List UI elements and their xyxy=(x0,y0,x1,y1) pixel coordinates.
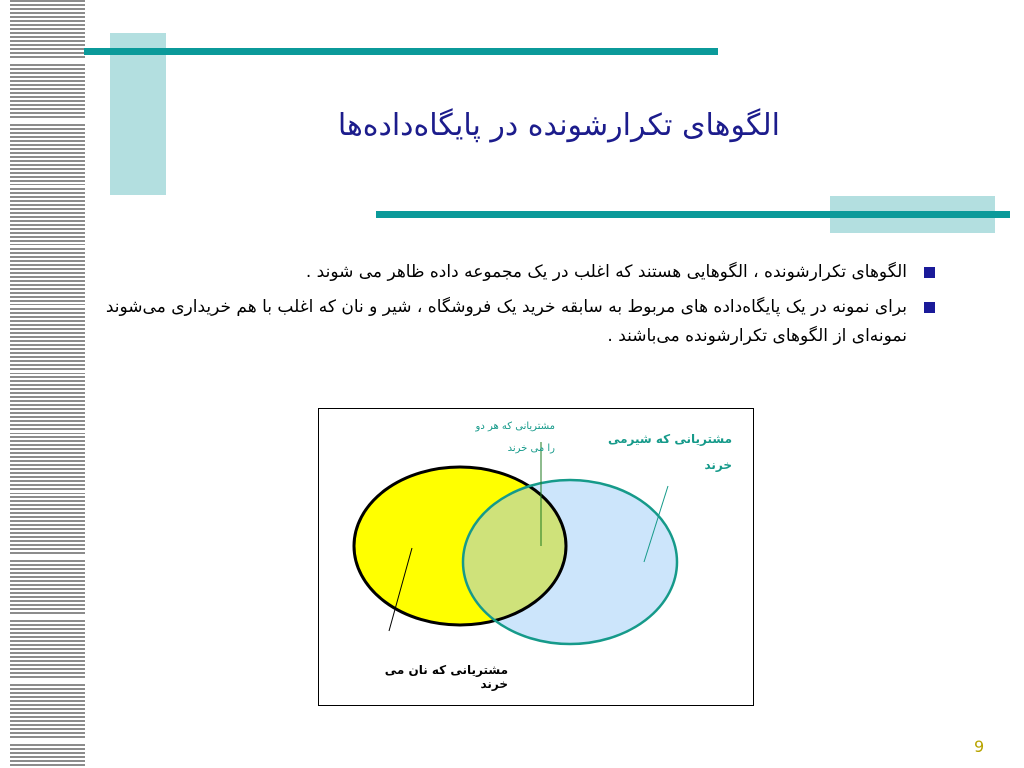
stripe-gap xyxy=(10,490,85,493)
stripe-gap xyxy=(10,120,85,123)
stripe-gap xyxy=(10,740,85,743)
stripe-gap xyxy=(10,680,85,683)
title-accent-block xyxy=(110,33,166,195)
stripe-gap xyxy=(10,245,85,248)
label-milk-line1: مشتریانی که شیرمی xyxy=(607,432,732,446)
stripe-gap xyxy=(10,305,85,308)
top-accent-line xyxy=(84,48,718,55)
label-bread-customers: مشتریانی که نان می خرند xyxy=(384,663,508,691)
label-both-customers xyxy=(440,416,555,460)
slide-title: الگوهای تکرارشونده در پایگاه‌داده‌ها xyxy=(337,108,780,143)
stripe-gap xyxy=(10,555,85,558)
stripe-gap xyxy=(10,615,85,618)
square-bullet-icon xyxy=(924,302,935,313)
stripe-gap xyxy=(10,60,85,63)
bullet-text: الگوهای تکرارشونده ، الگوهایی هستند که اغلب در یک مجموعه داده ظاهر می شوند . xyxy=(305,262,907,282)
bullet-item xyxy=(105,258,935,287)
stripe-gap xyxy=(10,430,85,433)
square-bullet-icon xyxy=(924,267,935,278)
label-milk-customers xyxy=(600,426,732,478)
page-number: 9 xyxy=(974,737,985,756)
stripe-gap xyxy=(10,370,85,373)
stripe-gap xyxy=(10,185,85,188)
bullet-item xyxy=(105,293,935,351)
label-milk-line2: خرند xyxy=(704,458,732,472)
bullet-list xyxy=(105,258,935,357)
label-both-line2: را می خرند xyxy=(507,443,555,454)
bottom-accent-line xyxy=(376,211,1010,218)
label-both-line1: مشتریانی که هر دو xyxy=(475,421,555,432)
bullet-text: برای نمونه در یک پایگاه‌داده های مربوط به سابقه خرید یک فروشگاه ، شیر و نان که اغلب با هم خریداری می‌شوند نمونه‌ای از الگوهای تکرارشونده می‌باشند . xyxy=(105,297,907,346)
left-stripe-decoration xyxy=(10,0,85,768)
